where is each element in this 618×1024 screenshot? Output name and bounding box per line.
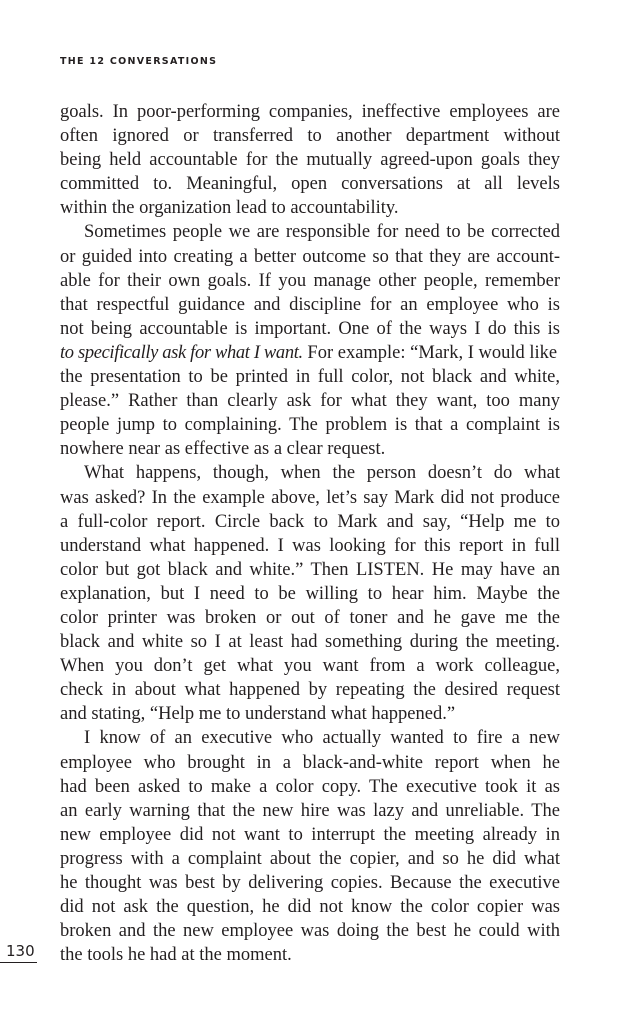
text-line: being held accountable for the mutually agreed-upon goals they [60,150,560,171]
text-line: within the organization lead to accountability. [60,198,399,219]
text-line: black and white so I at least had something during the meeting. [60,632,560,653]
text-line: committed to. Meaningful, open conversations at all levels [60,174,560,195]
text-line: an early warning that the new hire was lazy and unreliable. The [60,800,560,821]
text-line: he thought was best by delivering copies. Because the executive [60,873,560,893]
text-line: that respectful guidance and discipline for an employee who is [60,294,560,315]
text-line: people jump to complaining. The problem is that a complaint is [60,415,560,436]
text-line [60,341,560,365]
text-line: not being accountable is important. One of the ways I do this is [60,318,560,339]
text-line: What happens, though, when the person doesn’t do what [84,463,560,484]
text-line: and stating, “Help me to understand what happened.” [60,704,456,725]
text-line: nowhere near as effective as a clear request. [60,439,386,460]
text-line: employee who brought in a black-and-white report when he [60,752,560,773]
text-line: progress with a complaint about the copier, and so he did what [60,848,560,869]
text-line: check in about what happened by repeating the desired request [60,680,560,701]
text-line: goals. In poor-performing companies, ineffective employees are [60,102,560,122]
text-line: explanation, but I need to be willing to hear him. Maybe the [60,583,560,604]
text-line: Sometimes people we are responsible for need to be corrected [84,222,560,243]
running-head: THE 12 CONVERSATIONS [60,56,218,67]
text-line: a full-color report. Circle back to Mark and say, “Help me to [60,511,560,532]
body-text [60,100,560,967]
text-line: color printer was broken or out of toner and he gave me the [60,607,560,628]
text-fragment: For example: “Mark, I would like [302,342,558,363]
text-line: the presentation to be printed in full color, not black and white, [60,367,560,388]
text-line: I know of an executive who actually wanted to fire a new [84,728,560,749]
text-line: When you don’t get what you want from a work colleague, [60,656,560,677]
text-line: please.” Rather than clearly ask for what they want, too many [60,391,560,412]
text-line: understand what happened. I was looking for this report in full [60,535,560,556]
text-line: new employee did not want to interrupt the meeting already in [60,824,560,845]
text-line: was asked? In the example above, let’s say Mark did not produce [60,487,560,508]
text-line: the tools he had at the moment. [60,945,292,966]
text-line: did not ask the question, he did not know the color copier was [60,897,560,918]
text-line: able for their own goals. If you manage other people, remember [60,270,560,291]
text-line: color but got black and white.” Then LISTEN. He may have an [60,559,560,580]
text-line: or guided into creating a better outcome so that they are account- [60,246,560,267]
text-line: had been asked to make a color copy. The executive took it as [60,776,560,797]
text-line: broken and the new employee was doing the best he could with [60,921,560,942]
page-number: 130 [6,942,35,960]
emphasis-text: to specifically ask for what I want. [60,342,303,363]
text-line: often ignored or transferred to another department without [60,126,560,147]
